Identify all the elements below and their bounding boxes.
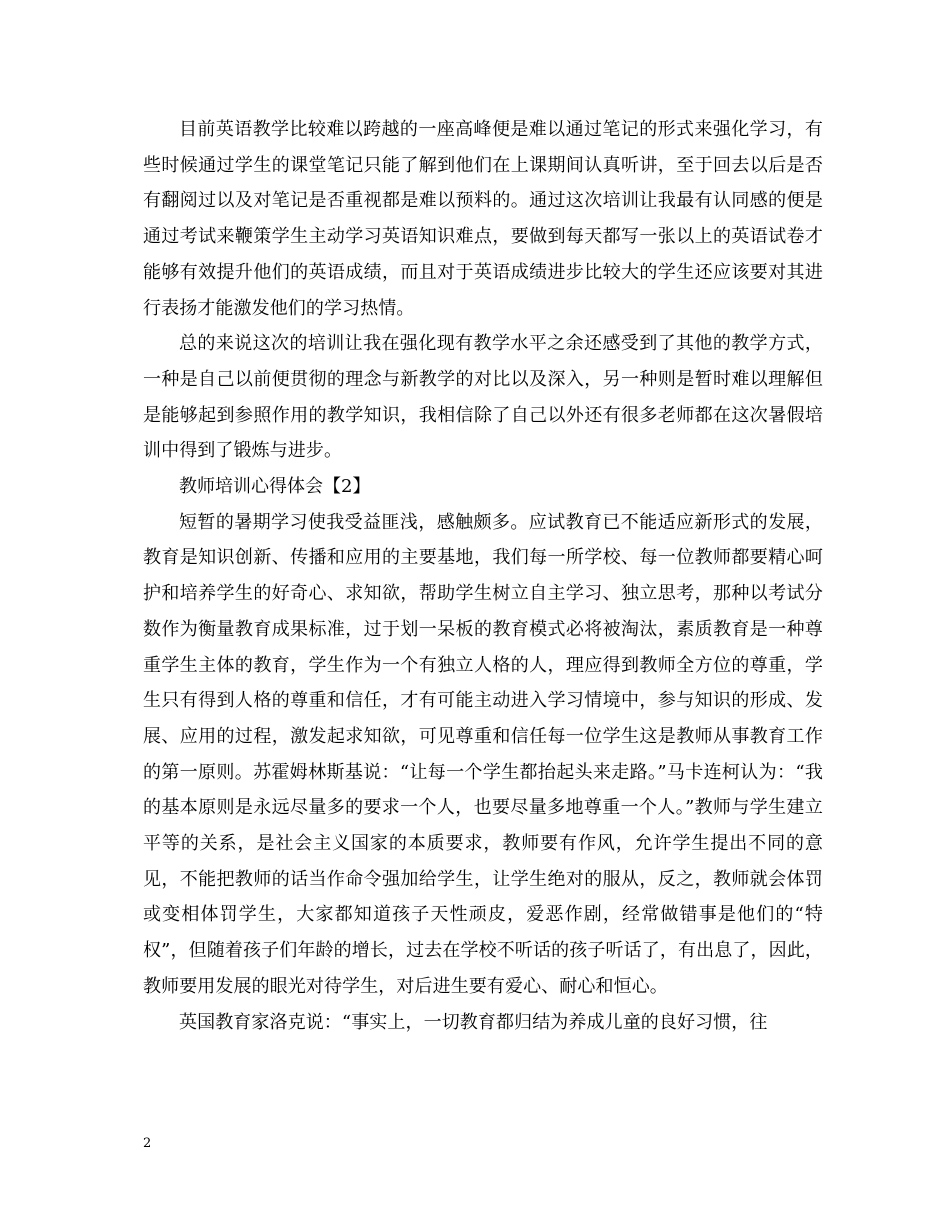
- paragraph-training-summary: 总的来说这次的培训让我在强化现有教学水平之余还感受到了其他的教学方式，一种是自己以前便贯彻的理念与新教学的对比以及深入，另一种则是暂时难以理解但是能够起到参照作用的教学知识，我相信除了自己以外还有很多老师都在这次暑假培训中得到了锻炼与进步。: [143, 333, 823, 462]
- paragraph-summer-study: 短暂的暑期学习使我受益匪浅，感触颇多。应试教育已不能适应新形式的发展，教育是知识创新、传播和应用的主要基地，我们每一所学校、每一位教师都要精心呵护和培养学生的好奇心、求知欲，帮助学生树立自主学习、独立思考，那种以考试分数作为衡量教育成果标准，过于划一呆板的教育模式必将被淘汰，素质教育是一种尊重学生主体的教育，学生作为一个有独立人格的人，理应得到教师全方位的尊重，学生只有得到人格的尊重和信任，才有可能主动进入学习情境中，参与知识的形成、发展、应用的过程，激发起求知欲，可见尊重和信任每一位学生这是教师从事教育工作的第一原则。苏霍姆林斯基说：“让每一个学生都抬起头来走路。”马卡连柯认为：“我的基本原则是永远尽量多的要求一个人，也要尽量多地尊重一个人。”教师与学生建立平等的关系，是社会主义国家的本质要求，教师要有作风，允许学生提出不同的意见，不能把教师的话当作命令强加给学生，让学生绝对的服从，反之，教师就会体罚或变相体罚学生，大家都知道孩子天性顽皮，爱恶作剧，经常做错事是他们的“特权”，但随着孩子们年龄的增长，过去在学校不听话的孩子听话了，有出息了，因此，教师要用发展的眼光对待学生，对后进生要有爱心、耐心和恒心。: [143, 511, 823, 997]
- paragraph-notes-difficulty: 目前英语教学比较难以跨越的一座高峰便是难以通过笔记的形式来强化学习，有些时候通过学生的课堂笔记只能了解到他们在上课期间认真听讲，至于回去以后是否有翻阅过以及对笔记是否重视都是难以预料的。通过这次培训让我最有认同感的便是通过考试来鞭策学生主动学习英语知识难点，要做到每天都写一张以上的英语试卷才能够有效提升他们的英语成绩，而且对于英语成绩进步比较大的学生还应该要对其进行表扬才能激发他们的学习热情。: [143, 119, 823, 319]
- section-heading: 教师培训心得体会【2】: [179, 476, 371, 498]
- document-body: [143, 112, 823, 1040]
- paragraph-locke-quote: 英国教育家洛克说：“事实上，一切教育都归结为养成儿童的良好习惯，往: [179, 1011, 768, 1033]
- page-number: 2: [143, 1136, 152, 1151]
